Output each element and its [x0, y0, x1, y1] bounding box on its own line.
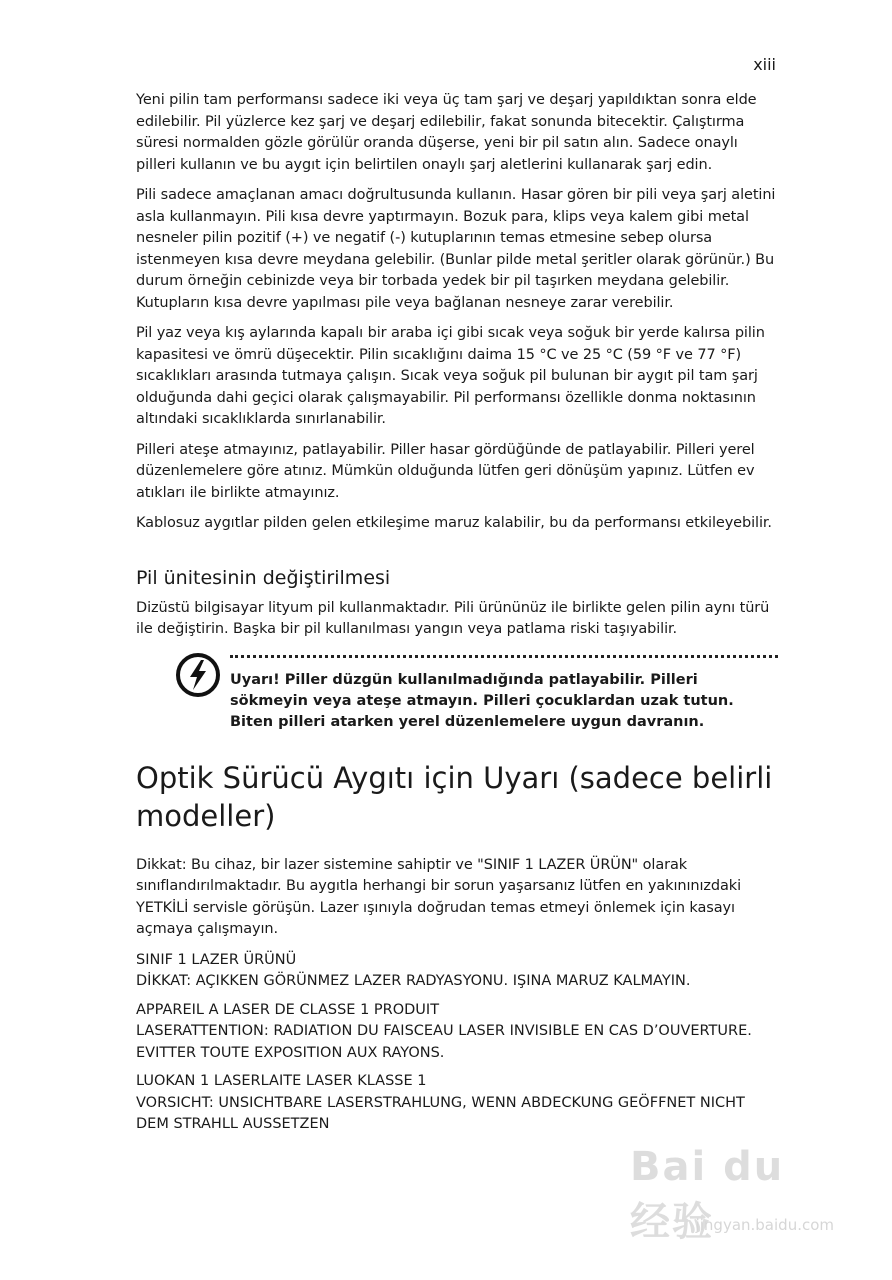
- section-title: Optik Sürücü Aygıtı için Uyarı (sadece belirli modeller): [136, 760, 773, 833]
- warning-box: [136, 655, 778, 733]
- paragraph: Yeni pilin tam performansı sadece iki veya üç tam şarj ve deşarj yapıldıktan sonra elde edilebilir. Pil yüzlerce kez şarj ve deşarj edilebilir, fakat sonunda bitecektir. Çalıştırma süresi normalden gözle görülür oranda düşerse, yeni bir pil satın alın. Sadece onaylı pilleri kullanın ve bu aygıt için belirtilen onaylı şarj aletlerini kullanarak şarj edin.: [136, 92, 757, 173]
- laser-line: LASERATTENTION: RADIATION DU FAISCEAU LASER INVISIBLE EN CAS D’OUVERTURE. EVITTER TOUTE EXPOSITION AUX RAYONS.: [136, 1023, 752, 1061]
- watermark: [630, 1144, 840, 1245]
- laser-label-fr: [136, 1000, 778, 1065]
- laser-line: LUOKAN 1 LASERLAITE LASER KLASSE 1: [136, 1073, 427, 1089]
- warning-divider: [230, 655, 778, 658]
- page-content: [136, 90, 778, 1143]
- paragraph: Dikkat: Bu cihaz, bir lazer sistemine sahiptir ve "SINIF 1 LAZER ÜRÜN" olarak sınıflandırılmaktadır. Bu aygıtla herhangi bir sorun yaşarsanız lütfen en yakınınızdaki YETKİLİ servisle görüşün. Lazer ışınıyla doğrudan temas etmeyi önlemek için kasayı açmaya çalışmayın.: [136, 856, 742, 937]
- paragraph: Pili sadece amaçlanan amacı doğrultusunda kullanın. Hasar gören bir pili veya şarj aletini asla kullanmayın. Pili kısa devre yaptırmayın. Bozuk para, klips veya kalem gibi metal nesneler pilin pozitif (+) ve negatif (-) kutuplarının temas etmesine sebep olursa istenmeyen kısa devre meydana gelebilir. (Bunlar pilde metal şeritler olarak görünür.) Bu durum örneğin cebinizde veya bir torbada yedek bir pil taşırken meydana gelebilir. Kutupların kısa devre yapılması pile veya bağlanan nesneye zarar verebilir.: [136, 187, 776, 311]
- laser-line: VORSICHT: UNSICHTBARE LASERSTRAHLUNG, WENN ABDECKUNG GEÖFFNET NICHT DEM STRAHLL AUSSETZEN: [136, 1094, 745, 1132]
- paragraph: Pil yaz veya kış aylarında kapalı bir araba içi gibi sıcak veya soğuk bir yerde kalırsa pilin kapasitesi ve ömrü düşecektir. Pilin sıcaklığını daima 15 °C ve 25 °C (59 °F ve 77 °F) sıcaklıkları arasında tutmaya çalışın. Sıcak veya soğuk pil bulunan bir aygıt pil tam şarj olduğunda dahi geçici olarak çalışmayabilir. Pil performansı özellikle donma noktasının altındaki sıcaklıklarda sınırlanabilir.: [136, 325, 765, 427]
- paragraph: Pilleri ateşe atmayınız, patlayabilir. Piller hasar gördüğünde de patlayabilir. Pilleri yerel düzenlemelere göre atınız. Mümkün olduğunda lütfen geri dönüşüm yapınız. Lütfen ev atıkları ile birlikte atmayınız.: [136, 441, 755, 501]
- laser-label-de: [136, 1071, 778, 1136]
- laser-line: APPAREIL A LASER DE CLASSE 1 PRODUIT: [136, 1001, 440, 1018]
- section-heading: Pil ünitesinin değiştirilmesi: [136, 566, 391, 589]
- watermark-logo: Bai du 经验: [630, 1144, 785, 1245]
- laser-label-tr: [136, 950, 778, 993]
- watermark-url: jingyan.baidu.com: [695, 1216, 834, 1234]
- warning-lightning-icon: [174, 651, 222, 699]
- laser-line: SINIF 1 LAZER ÜRÜNÜ: [136, 951, 297, 968]
- warning-text: Uyarı! Piller düzgün kullanılmadığında patlayabilir. Pilleri sökmeyin veya ateşe atmayın. Pilleri çocuklardan uzak tutun. Biten pilleri atarken yerel düzenlemelere uygun davranın.: [230, 671, 734, 730]
- page-number: xiii: [753, 55, 776, 74]
- paragraph: Kablosuz aygıtlar pilden gelen etkileşime maruz kalabilir, bu da performansı etkileyebilir.: [136, 515, 772, 531]
- laser-line: DİKKAT: AÇIKKEN GÖRÜNMEZ LAZER RADYASYONU. IŞINA MARUZ KALMAYIN.: [136, 973, 691, 989]
- paragraph: Dizüstü bilgisayar lityum pil kullanmaktadır. Pili ürününüz ile birlikte gelen pilin aynı türü ile değiştirin. Başka bir pil kullanılması yangın veya patlama riski taşıyabilir.: [136, 599, 770, 637]
